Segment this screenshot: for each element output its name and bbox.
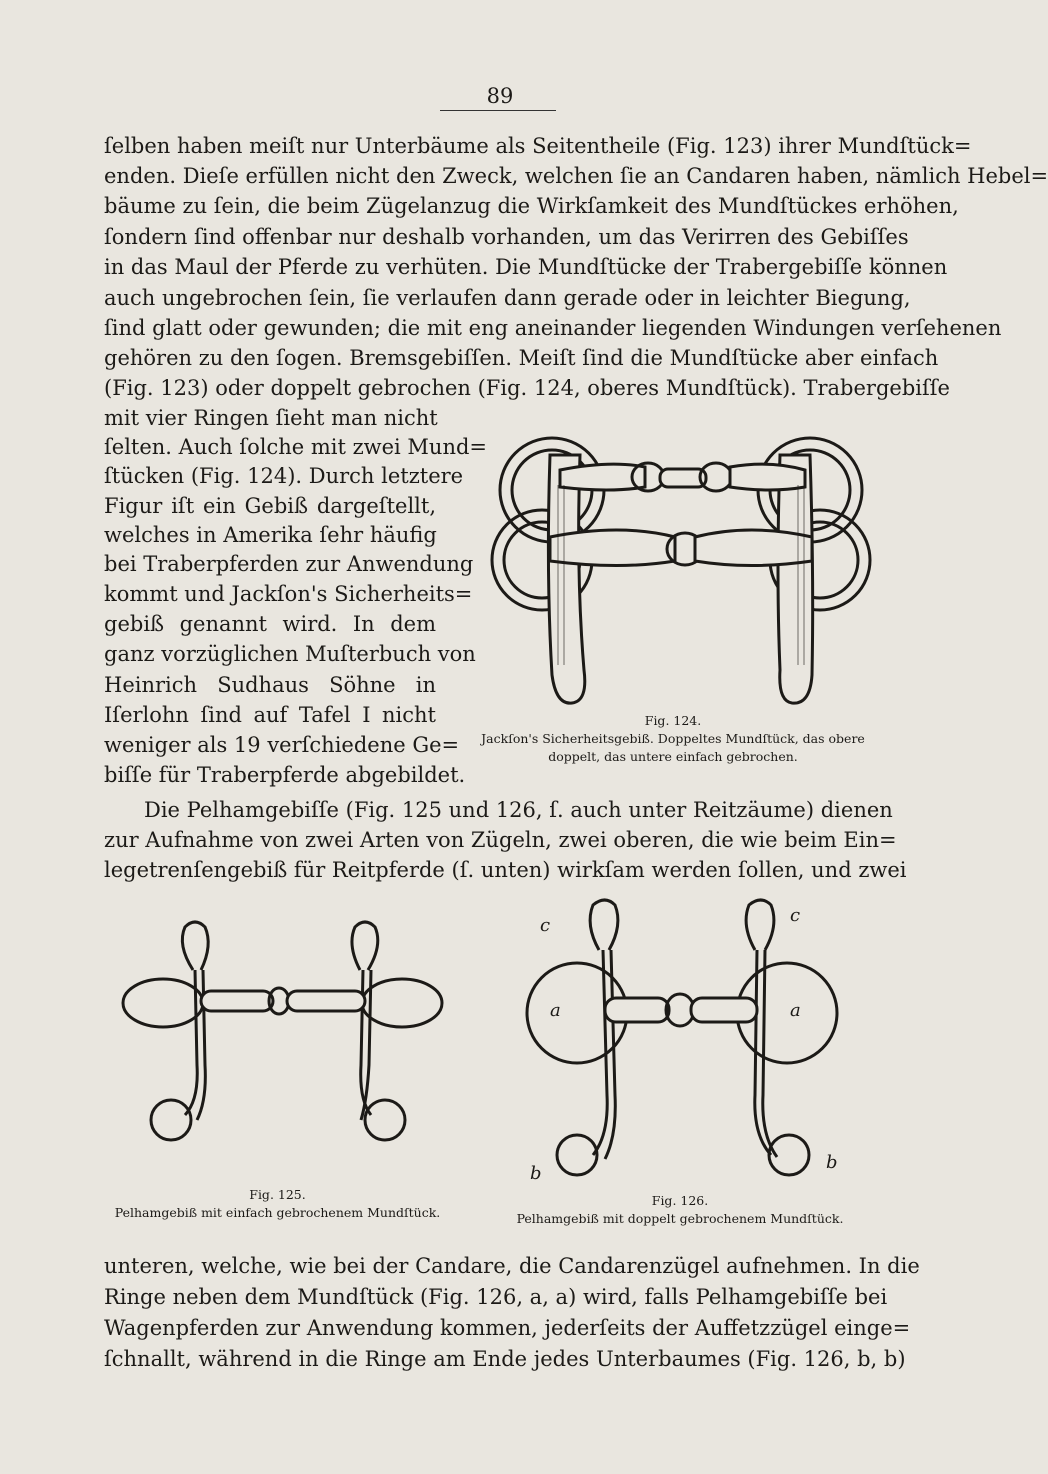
body-line: gebiß genannt wird. In dem (104, 612, 436, 636)
figure-126-label-c-right: c (790, 905, 801, 926)
body-line: Ringe neben dem Mundſtück (Fig. 126, a, a) wird, falls Pelhamgebiſſe bei (104, 1285, 888, 1309)
body-line: kommt und Jackſon's Sicherheits= (104, 582, 473, 606)
figure-126 (515, 895, 845, 1185)
figure-125 (115, 915, 450, 1180)
body-line: ſchnallt, während in die Ringe am Ende jedes Unterbaumes (Fig. 126, b, b) (104, 1347, 906, 1371)
body-line: weniger als 19 verſchiedene Ge= (104, 733, 460, 757)
body-line: ſind glatt oder gewunden; die mit eng aneinander liegenden Windungen verſehenen (104, 316, 1002, 340)
body-line: bäume zu ſein, die beim Zügelanzug die Wirkſamkeit des Mundſtückes erhöhen, (104, 194, 959, 218)
body-line: Wagenpferden zur Anwendung kommen, jederſeits der Auffetzzügel einge= (104, 1316, 911, 1340)
body-line: legetrenſengebiß für Reitpferde (ſ. unten) wirkſam werden ſollen, und zwei (104, 858, 907, 882)
figure-125-number: Fig. 125. (249, 1187, 306, 1202)
figure-125-caption: Pelhamgebiß mit einfach gebrochenem Mundſtück. (114, 1205, 441, 1220)
figure-124 (480, 425, 890, 715)
pelham-bit-double-jointed-illustration (515, 895, 845, 1185)
body-line: (Fig. 123) oder doppelt gebrochen (Fig. 124, oberes Mundſtück). Trabergebiſſe (104, 376, 950, 400)
body-line: Iſerlohn ſind auf Tafel I nicht (104, 703, 436, 727)
figure-126-label-c-left: c (540, 915, 551, 936)
figure-126-caption: Pelhamgebiß mit doppelt gebrochenem Mundſtück. (516, 1211, 844, 1226)
figure-124-number: Fig. 124. (644, 713, 702, 728)
body-line: gehören zu den ſogen. Bremsgebiſſen. Meiſt ſind die Mundſtücke aber einfach (104, 346, 939, 370)
figure-126-label-a-left: a (550, 1000, 561, 1021)
figure-126-label-a-right: a (790, 1000, 801, 1021)
body-line: welches in Amerika ſehr häufig (104, 523, 437, 547)
figure-126-number: Fig. 126. (651, 1193, 709, 1208)
page-number: 89 (486, 84, 514, 108)
body-line: zur Aufnahme von zwei Arten von Zügeln, zwei oberen, die wie beim Ein= (104, 828, 897, 852)
body-line: bei Traberpferden zur Anwendung (104, 552, 474, 576)
body-line: auch ungebrochen ſein, ſie verlaufen dann gerade oder in leichter Biegung, (104, 286, 911, 310)
pelham-bit-single-jointed-illustration (115, 915, 450, 1180)
figure-124-caption-line-2: doppelt, das untere einfach gebrochen. (548, 749, 798, 764)
body-line: ſondern ſind offenbar nur deshalb vorhanden, um das Verirren des Gebiſſes (104, 225, 909, 249)
figure-124-caption-line-1: Jackſon's Sicherheitsgebiß. Doppeltes Mundſtück, das obere (481, 731, 865, 746)
body-line: unteren, welche, wie bei der Candare, die Candarenzügel aufnehmen. In die (104, 1254, 920, 1278)
body-line: enden. Dieſe erfüllen nicht den Zweck, welchen ſie an Candaren haben, nämlich Hebel= (104, 164, 1048, 188)
body-line: ſelben haben meiſt nur Unterbäume als Seitentheile (Fig. 123) ihrer Mundſtück= (104, 134, 972, 158)
body-line: ſelten. Auch ſolche mit zwei Mund= (104, 435, 488, 459)
body-line: Figur iſt ein Gebiß dargeſtellt, (104, 494, 436, 518)
figure-126-label-b-left: b (530, 1163, 542, 1184)
body-line: Heinrich Sudhaus Söhne in (104, 673, 436, 697)
page-number-rule (440, 110, 556, 111)
body-line: in das Maul der Pferde zu verhüten. Die Mundſtücke der Trabergebiſſe können (104, 255, 948, 279)
body-line: mit vier Ringen ſieht man nicht (104, 406, 438, 430)
body-line: Die Pelhamgebiſſe (Fig. 125 und 126, ſ. auch unter Reitzäume) dienen (144, 798, 893, 822)
body-line: biſſe für Traberpferde abgebildet. (104, 763, 466, 787)
jackson-safety-bit-illustration (480, 425, 890, 715)
body-line: ſtücken (Fig. 124). Durch letztere (104, 464, 464, 488)
body-line: ganz vorzüglichen Muſterbuch von (104, 642, 476, 666)
figure-126-label-b-right: b (826, 1152, 838, 1173)
